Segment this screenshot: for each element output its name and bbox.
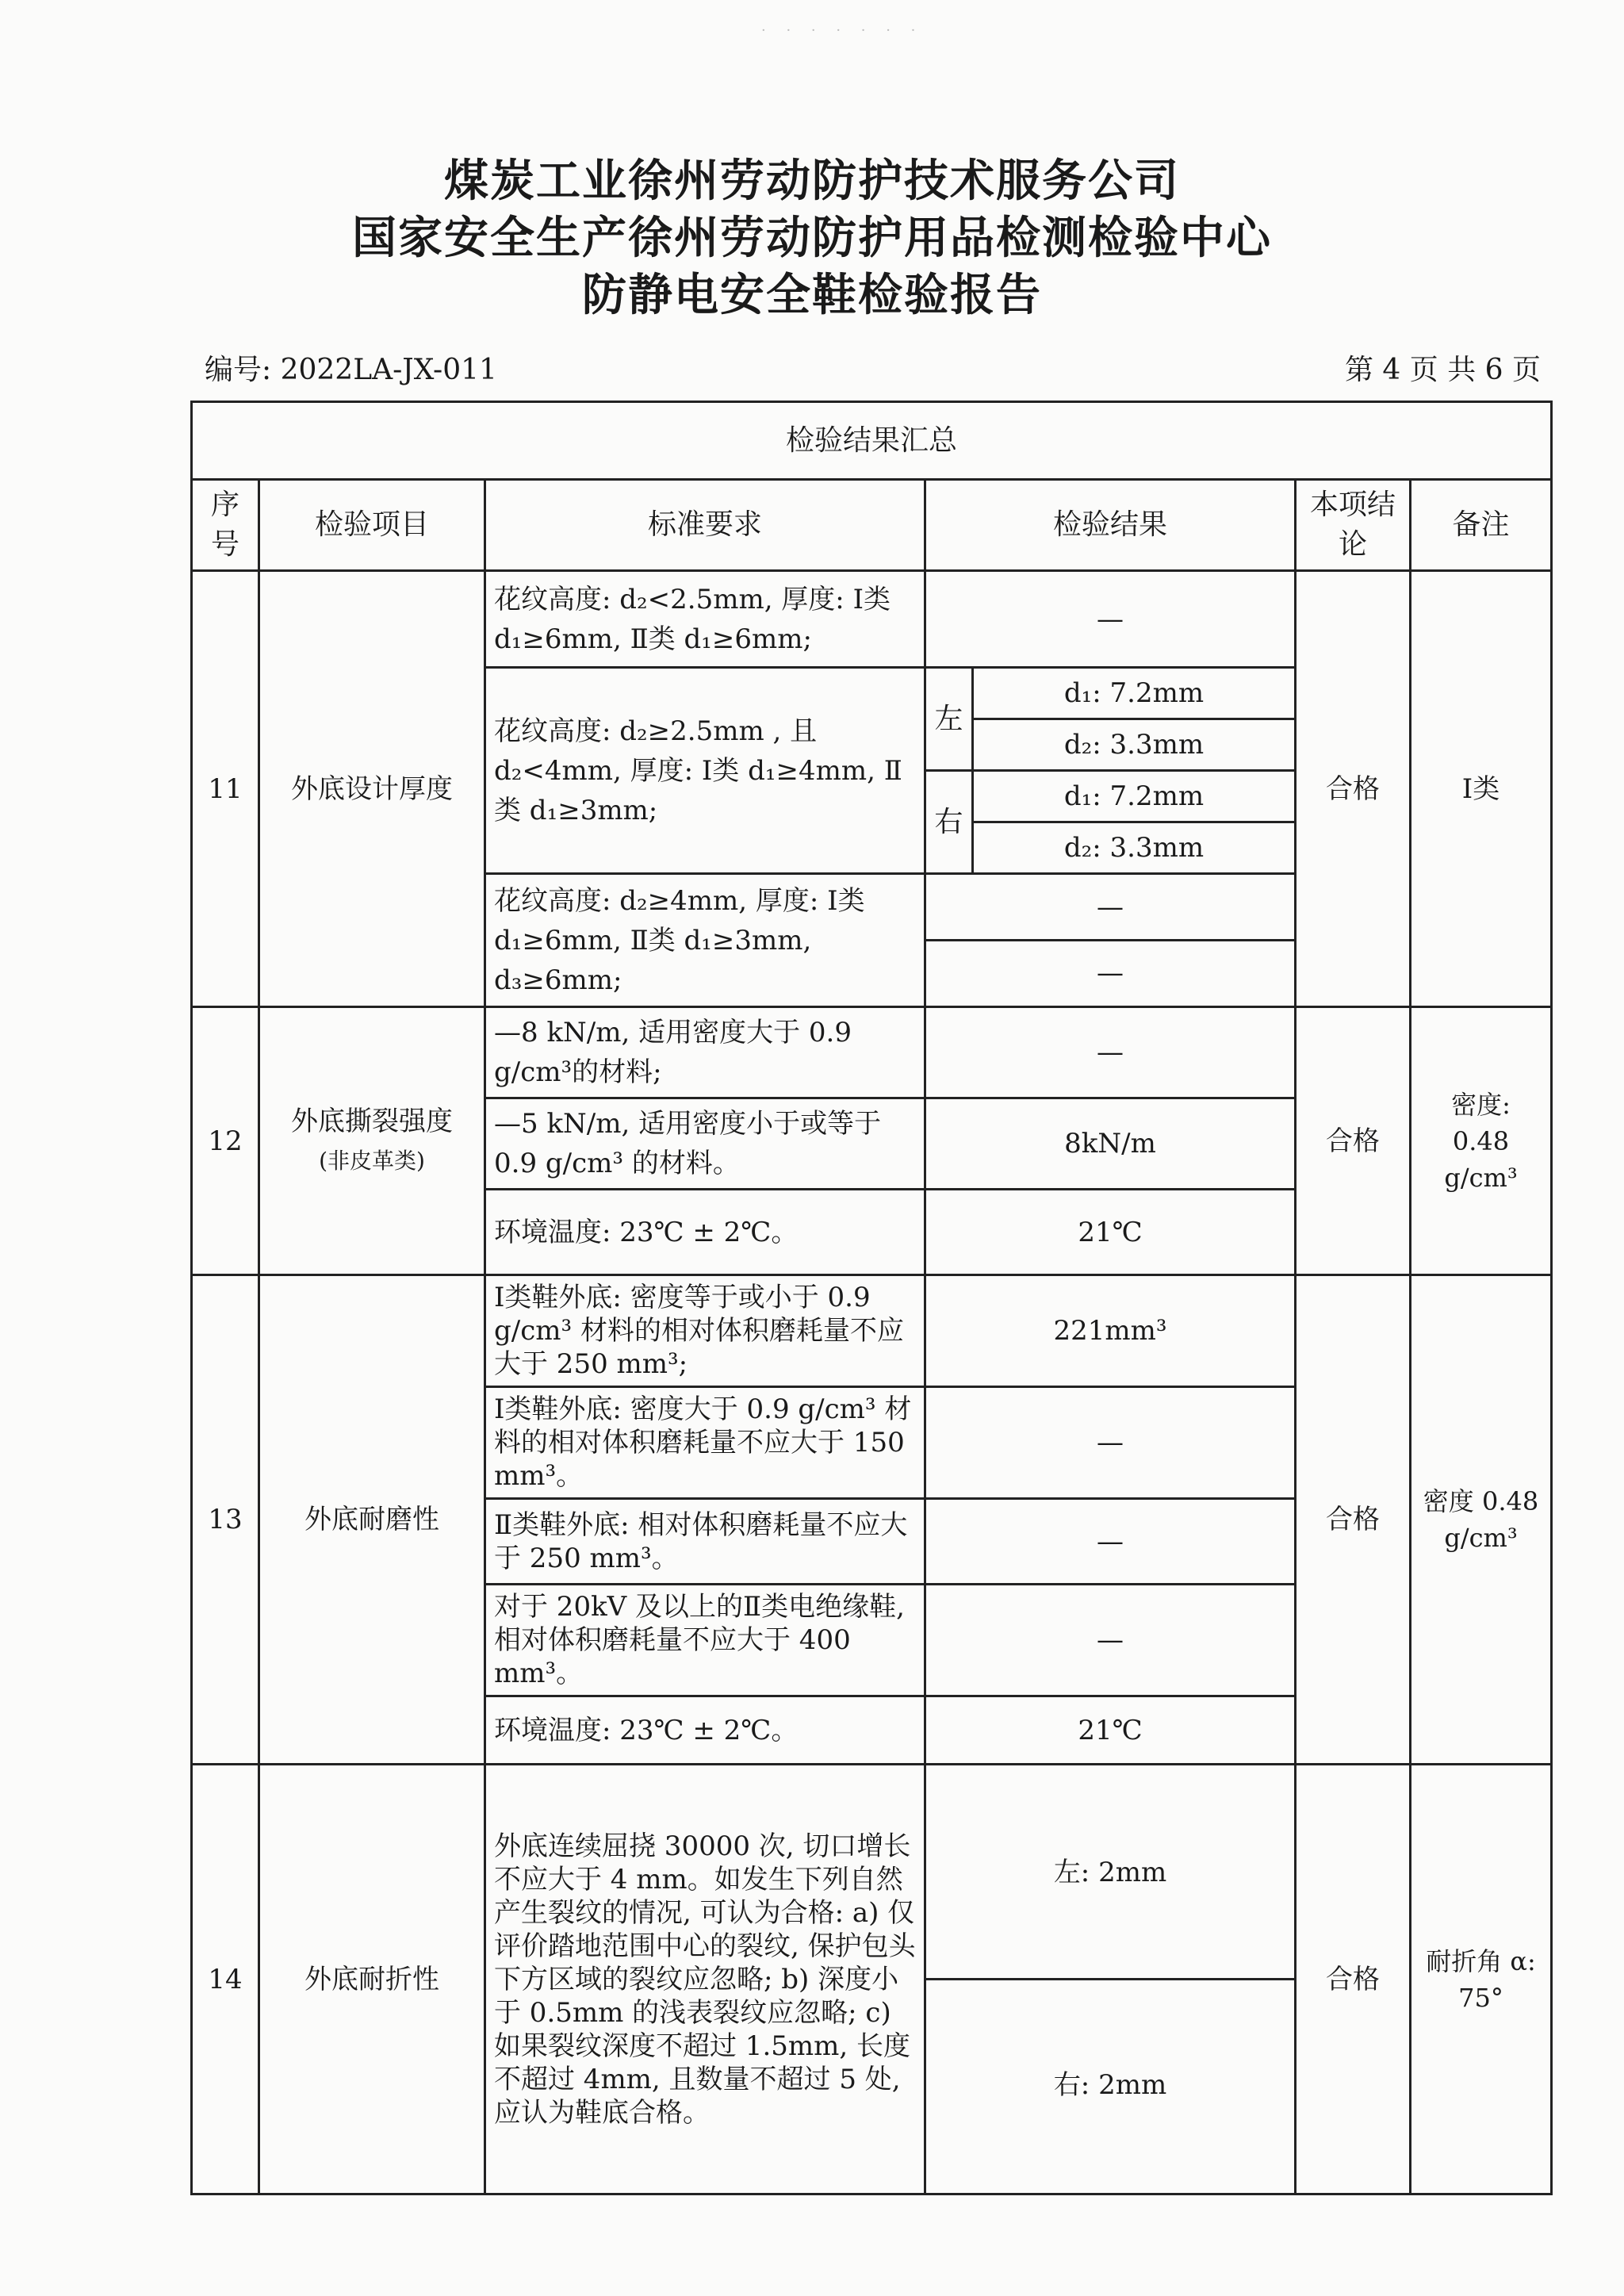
row-conclusion: 合格 [1296, 1765, 1411, 2194]
results-summary-table [190, 401, 1553, 2195]
row-item: 外底耐磨性 [259, 1275, 485, 1765]
row-conclusion: 合格 [1296, 1007, 1411, 1275]
row-item: 外底耐折性 [259, 1765, 485, 2194]
result-value: — [1097, 957, 1124, 989]
header-line-2: 国家安全生产徐州劳动防护用品检测检验中心 [352, 212, 1272, 264]
row-seq: 14 [192, 1765, 259, 2194]
row-remark: 密度: 0.48 g/cm³ [1411, 1007, 1552, 1275]
row-remark: Ⅰ类 [1411, 571, 1552, 1007]
table-row [192, 1765, 1552, 2194]
header-result: 检验结果 [925, 480, 1296, 571]
standard-text: —5 kN/m, 适用密度小于或等于 0.9 g/cm³ 的材料。 [485, 1098, 925, 1190]
header-conclusion: 本项结论 [1296, 480, 1411, 571]
result-value: 8kN/m [925, 1098, 1296, 1190]
table-row [192, 571, 1552, 668]
standard-text: Ⅰ类鞋外底: 密度大于 0.9 g/cm³ 材料的相对体积磨耗量不应大于 150 mm³。 [485, 1387, 925, 1499]
standard-text: 花纹高度: d₂≥2.5mm , 且 d₂<4mm, 厚度: Ⅰ类 d₁≥4mm, Ⅱ类 d₁≥3mm; [485, 668, 925, 874]
standard-text: 对于 20kV 及以上的Ⅱ类电绝缘鞋, 相对体积磨耗量不应大于 400 mm³。 [485, 1585, 925, 1696]
standard-text: 外底连续屈挠 30000 次, 切口增长不应大于 4 mm。如发生下列自然产生裂纹的情况, 可认为合格: a) 仅评价踏地范围中心的裂纹, 保护包头下方区域的裂纹应忽略; b) 深度小于 0.5mm 的浅表裂纹应忽略; c) 如果裂纹深度不超过 1.5mm, 长度不超过 4mm, 且数量不超过 5 处, 应认为鞋底合格。 [485, 1765, 925, 2194]
result-value: d₂: 3.3mm [973, 822, 1296, 874]
row-seq: 12 [192, 1007, 259, 1275]
table-header-row [192, 480, 1552, 571]
result-split-cell [925, 874, 1296, 1007]
result-split-cell [925, 1765, 1296, 2194]
header-standard: 标准要求 [485, 480, 925, 571]
header-line-1: 煤炭工业徐州劳动防护技术服务公司 [444, 155, 1180, 207]
table-title: 检验结果汇总 [192, 402, 1552, 480]
standard-text: Ⅰ类鞋外底: 密度等于或小于 0.9 g/cm³ 材料的相对体积磨耗量不应大于 250 mm³; [485, 1275, 925, 1387]
row-remark: 耐折角 α: 75° [1411, 1765, 1552, 2194]
result-value: d₂: 3.3mm [973, 719, 1296, 771]
standard-text: 环境温度: 23℃ ± 2℃。 [485, 1190, 925, 1275]
result-value: — [925, 1585, 1296, 1696]
right-side-label: 右 [925, 771, 973, 874]
result-value: 左: 2mm [926, 1768, 1294, 1980]
left-side-label: 左 [925, 668, 973, 771]
row-conclusion: 合格 [1296, 571, 1411, 1007]
result-value: — [925, 1387, 1296, 1499]
standard-text: 花纹高度: d₂≥4mm, 厚度: Ⅰ类 d₁≥6mm, Ⅱ类 d₁≥3mm, d₃≥6mm; [485, 874, 925, 1007]
header-item: 检验项目 [259, 480, 485, 571]
standard-text: —8 kN/m, 适用密度大于 0.9 g/cm³的材料; [485, 1007, 925, 1098]
scan-artifact: · · · · · · · [761, 22, 924, 39]
standard-text: Ⅱ类鞋外底: 相对体积磨耗量不应大于 250 mm³。 [485, 1499, 925, 1585]
result-value: — [925, 1499, 1296, 1585]
table-row [192, 1007, 1552, 1098]
row-item: 外底撕裂强度 [291, 1105, 453, 1137]
standard-text: 花纹高度: d₂<2.5mm, 厚度: Ⅰ类 d₁≥6mm, Ⅱ类 d₁≥6mm; [485, 571, 925, 668]
header-remark: 备注 [1411, 480, 1552, 571]
row-seq: 11 [192, 571, 259, 1007]
result-value: — [926, 876, 1294, 941]
row-conclusion: 合格 [1296, 1275, 1411, 1765]
result-value: 右: 2mm [1053, 2069, 1167, 2101]
result-value: — [925, 1007, 1296, 1098]
report-header [0, 152, 1624, 324]
report-number: 编号: 2022LA-JX-011 [205, 354, 497, 386]
header-seq: 序号 [192, 480, 259, 571]
standard-text: 环境温度: 23℃ ± 2℃。 [485, 1696, 925, 1765]
row-remark: 密度 0.48 g/cm³ [1411, 1275, 1552, 1765]
result-value: 21℃ [925, 1696, 1296, 1765]
row-item-cell [259, 1007, 485, 1275]
row-seq: 13 [192, 1275, 259, 1765]
table-row [192, 1275, 1552, 1387]
row-item-note: (非皮革类) [319, 1147, 425, 1174]
result-value: — [925, 571, 1296, 668]
row-item: 外底设计厚度 [259, 571, 485, 1007]
result-value: d₁: 7.2mm [973, 771, 1296, 822]
page-indicator: 第 4 页 共 6 页 [1344, 354, 1541, 386]
result-value: 221mm³ [925, 1275, 1296, 1387]
result-value: 21℃ [925, 1190, 1296, 1275]
result-value: d₁: 7.2mm [973, 668, 1296, 719]
header-line-3: 防静电安全鞋检验报告 [582, 269, 1042, 321]
